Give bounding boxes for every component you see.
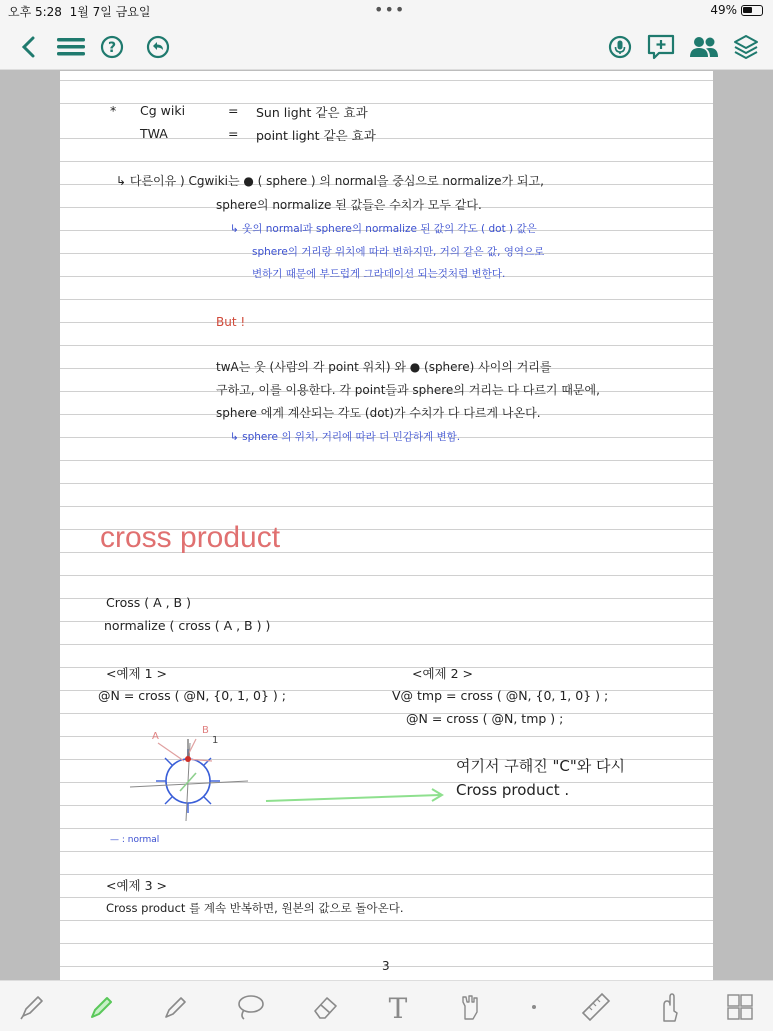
mic-icon[interactable]	[605, 32, 635, 62]
page-number: 3	[382, 959, 390, 973]
equals-1: =	[228, 103, 239, 118]
example-3-text: Cross product 를 계속 반복하면, 원본의 값으로 돌아온다.	[106, 901, 404, 915]
point-light-text: point light 같은 효과	[256, 128, 376, 143]
dot-icon[interactable]	[514, 987, 554, 1027]
svg-text:T: T	[388, 992, 408, 1022]
sphere-diagram	[120, 721, 460, 831]
cross-formula: Cross ( A , B )	[106, 595, 191, 610]
eraser-icon[interactable]	[306, 987, 346, 1027]
example-1-code: @N = cross ( @N, {0, 1, 0} ) ;	[98, 688, 286, 703]
example-3-label: <예제 3 >	[106, 878, 167, 893]
diagram-label-a: A	[152, 731, 159, 742]
grid-icon[interactable]	[720, 987, 760, 1027]
battery-indicator: 49%	[710, 3, 763, 17]
status-time: 오후 5:28 1월 7일 금요일	[8, 5, 151, 19]
highlighter-icon[interactable]	[82, 987, 122, 1027]
sun-light-text: Sun light 같은 효과	[256, 105, 368, 120]
battery-icon	[741, 5, 763, 16]
cgwiki-label: Cg wiki	[140, 103, 186, 118]
blue-note-4: ↳ sphere 의 위치, 거리에 따라 더 민감하게 변함.	[230, 431, 461, 443]
note-page[interactable]	[60, 71, 713, 980]
diagram-label-b: B	[202, 725, 209, 736]
example-2-code-2: @N = cross ( @N, tmp ) ;	[406, 711, 564, 726]
back-icon[interactable]	[14, 32, 44, 62]
twa-line-2: 구하고, 이를 이용한다. 각 point들과 sphere의 거리는 다 다르기 때문에,	[216, 383, 600, 397]
add-page-icon[interactable]	[646, 32, 676, 62]
lasso-icon[interactable]	[230, 987, 270, 1027]
top-toolbar	[0, 22, 773, 70]
blue-note-3: 변하기 때문에 부드럽게 그라데이션 되는것처럼 변한다.	[252, 268, 506, 280]
example-1-label: <예제 1 >	[106, 666, 167, 681]
finger-icon[interactable]	[648, 987, 688, 1027]
example-2-code-1: V@ tmp = cross ( @N, {0, 1, 0} ) ;	[392, 688, 609, 703]
pencil-icon[interactable]	[156, 987, 196, 1027]
list-icon[interactable]	[56, 32, 86, 62]
undo-icon[interactable]	[143, 32, 173, 62]
green-note-1: 여기서 구해진 "C"와 다시	[456, 757, 625, 775]
pen-icon[interactable]	[12, 987, 52, 1027]
bottom-toolbar	[0, 980, 773, 1031]
text-icon[interactable]	[378, 987, 418, 1027]
layers-icon[interactable]	[731, 32, 761, 62]
green-note-2: Cross product .	[456, 781, 570, 799]
svg-text:?: ?	[107, 40, 117, 56]
but-text: But !	[216, 315, 246, 329]
normalize-formula: normalize ( cross ( A , B ) )	[104, 618, 271, 633]
reason-line-2: sphere의 normalize 된 값들은 수치가 모두 같다.	[216, 198, 482, 212]
normal-legend: — : normal	[110, 835, 160, 845]
example-2-label: <예제 2 >	[412, 666, 473, 681]
blue-note-1: ↳ 웃의 normal과 sphere의 normalize 된 값의 각도 ( dot ) 값은	[230, 223, 537, 235]
hand-pen-icon[interactable]	[450, 987, 490, 1027]
section-title: cross product	[100, 521, 281, 554]
status-bar	[0, 0, 773, 22]
ruler-icon[interactable]	[576, 987, 616, 1027]
twa-label: TWA	[140, 126, 168, 141]
reason-line-1: ↳ 다른이유 ) Cgwiki는 ● ( sphere ) 의 normal을 중심으로 normalize가 되고,	[116, 174, 544, 188]
multitask-dots[interactable]: •••	[374, 0, 406, 19]
star-mark: *	[110, 103, 117, 118]
help-icon[interactable]	[97, 32, 127, 62]
people-icon[interactable]	[689, 32, 719, 62]
twa-line-3: sphere 에게 계산되는 각도 (dot)가 수치가 다 다르게 나온다.	[216, 406, 541, 420]
diagram-label-1: 1	[212, 735, 219, 746]
equals-2: =	[228, 126, 239, 141]
blue-note-2: sphere의 거리랑 위치에 따라 변하지만, 거의 같은 값, 영역으로	[252, 246, 545, 258]
twa-line-1: twA는 웃 (사람의 각 point 위치) 와 ● (sphere) 사이의 거리를	[216, 360, 552, 374]
